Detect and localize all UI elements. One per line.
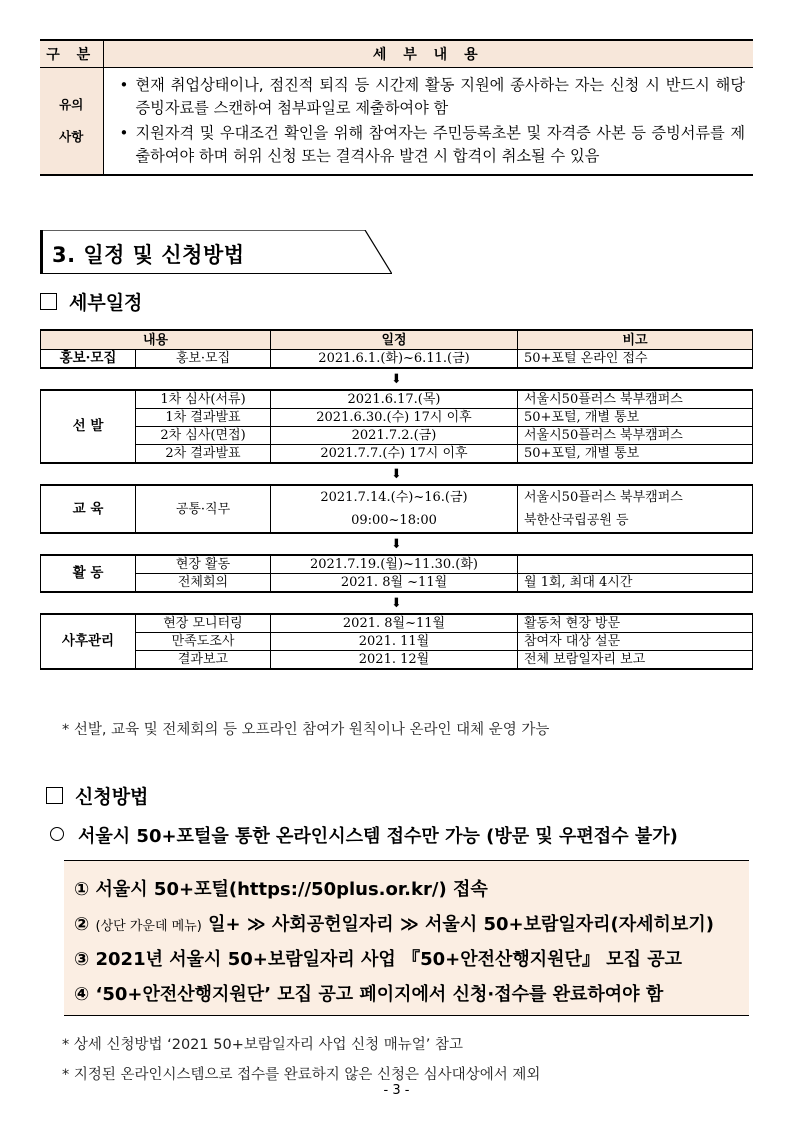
step-3: ③ 2021년 서울시 50+보람일자리 사업 『50+안전산행지원단』 모집 공고 (74, 949, 682, 970)
step-2-path: 일+ ≫ 사회공헌일자리 ≫ 서울시 50+보람일자리(자세히보기) (201, 914, 714, 935)
group-after: 사후관리 (41, 614, 136, 669)
table-row (41, 445, 753, 464)
row-note: 50+포털 온라인 접수 (518, 350, 753, 369)
table-row (41, 574, 753, 593)
row-date-line1: 2021.7.14.(수)~16.(금) (320, 490, 468, 505)
notice-body-row (40, 68, 753, 176)
schedule-table (40, 329, 753, 670)
notice-label-line1: 유의 (59, 97, 84, 112)
row-date: 2021. 11월 (271, 633, 518, 651)
table-row (41, 633, 753, 651)
arrow-row (41, 592, 753, 614)
apply-heading (46, 782, 148, 809)
row-date: 2021.7.2.(금) (271, 427, 518, 445)
row-item: 1차 결과발표 (136, 409, 271, 427)
row-item: 전체회의 (136, 574, 271, 593)
row-note: 전체 보람일자리 보고 (518, 651, 753, 670)
apply-main-line (50, 822, 678, 848)
row-item: 현장 활동 (136, 555, 271, 574)
row-item: 결과보고 (136, 651, 271, 670)
arrow-row (41, 533, 753, 555)
table-row (41, 651, 753, 670)
steps-box (64, 860, 749, 1016)
notice-label (40, 68, 103, 176)
arrow-row (41, 368, 753, 390)
schedule-header-row (41, 330, 753, 350)
footnote-exclusion: * 지정된 온라인시스템으로 접수를 완료하지 않은 신청은 심사대상에서 제외 (62, 1067, 541, 1083)
row-item: 1차 심사(서류) (136, 390, 271, 409)
footnote-manual: * 상세 신청방법 ‘2021 50+보람일자리 사업 신청 매뉴얼’ 참고 (62, 1037, 463, 1053)
row-date: 2021.7.19.(월)~11.30.(화) (271, 555, 518, 574)
row-item: 홍보·모집 (136, 350, 271, 369)
apply-main-text: 서울시 50+포털을 통한 온라인시스템 접수만 가능 (방문 및 우편접수 불가) (78, 826, 678, 847)
row-note (518, 485, 753, 533)
table-row (41, 485, 753, 533)
schedule-heading (40, 288, 142, 315)
row-note: 서울시50플러스 북부캠퍼스 (518, 390, 753, 409)
step-4: ④ ‘50+안전산행지원단’ 모집 공고 페이지에서 신청·접수를 완료하여야 함 (74, 984, 664, 1005)
circle-bullet-icon (50, 827, 64, 841)
notice-col2-header: 세 부 내 용 (103, 40, 753, 68)
group-edu: 교 육 (41, 485, 136, 533)
row-item: 현장 모니터링 (136, 614, 271, 633)
square-bullet-icon (40, 293, 57, 310)
table-row (41, 427, 753, 445)
notice-table (40, 39, 753, 176)
header-content: 내용 (41, 330, 271, 350)
down-arrow-icon: ⬇ (41, 592, 753, 614)
schedule-footnote: * 선발, 교육 및 전체회의 등 오프라인 참여가 원칙이나 온라인 대체 운영 가능 (62, 722, 550, 738)
row-note: 월 1회, 최대 4시간 (518, 574, 753, 593)
row-note: 50+포털, 개별 통보 (518, 409, 753, 427)
row-date: 2021. 8월 ~11월 (271, 574, 518, 593)
table-row (41, 409, 753, 427)
row-item: 공통·직무 (136, 485, 271, 533)
row-date: 2021.6.1.(화)~6.11.(금) (271, 350, 518, 369)
row-date: 2021. 12월 (271, 651, 518, 670)
square-bullet-icon (46, 787, 63, 804)
header-schedule: 일정 (271, 330, 518, 350)
notice-item: • 지원자격 및 우대조건 확인을 위해 참여자는 주민등록초본 및 자격증 사본 등 증빙서류를 제출하여야 하며 허위 신청 또는 결격사유 발견 시 합격이 취소될 수 있음 (118, 122, 746, 168)
down-arrow-icon: ⬇ (41, 368, 753, 390)
table-row (41, 390, 753, 409)
notice-label-line2: 사항 (59, 129, 84, 144)
section-title: 3. 일정 및 신청방법 (52, 243, 245, 267)
row-note: 서울시50플러스 북부캠퍼스 (518, 427, 753, 445)
group-activity: 활 동 (41, 555, 136, 592)
page-number: - 3 - (383, 1083, 410, 1098)
step-2 (74, 910, 714, 936)
row-item: 2차 심사(면접) (136, 427, 271, 445)
row-note: 50+포털, 개별 통보 (518, 445, 753, 464)
row-date: 2021.6.17.(목) (271, 390, 518, 409)
table-row (41, 555, 753, 574)
row-date-line2: 09:00~18:00 (351, 513, 437, 528)
table-row (41, 614, 753, 633)
group-recruit: 홍보·모집 (41, 350, 136, 369)
row-date (271, 485, 518, 533)
notice-header-row (40, 40, 753, 68)
row-item: 2차 결과발표 (136, 445, 271, 464)
row-note: 활동처 현장 방문 (518, 614, 753, 633)
table-row (41, 350, 753, 369)
apply-heading-text: 신청방법 (75, 786, 149, 808)
schedule-heading-text: 세부일정 (69, 292, 143, 314)
down-arrow-icon: ⬇ (41, 533, 753, 555)
arrow-row (41, 463, 753, 485)
step-2-menu-note: (상단 가운데 메뉴) (95, 919, 202, 934)
row-date: 2021.6.30.(수) 17시 이후 (271, 409, 518, 427)
notice-col1-header: 구 분 (40, 40, 103, 68)
row-note-line1: 서울시50플러스 북부캠퍼스 (524, 490, 683, 505)
step-2-prefix: ② (74, 914, 96, 935)
notice-item: • 현재 취업상태이나, 점진적 퇴직 등 시간제 활동 지원에 종사하는 자는 신청 시 반드시 해당 증빙자료를 스캔하여 첨부파일로 제출하여야 함 (118, 74, 746, 120)
down-arrow-icon: ⬇ (41, 463, 753, 485)
row-note-line2: 북한산국립공원 등 (524, 513, 629, 528)
row-date: 2021.7.7.(수) 17시 이후 (271, 445, 518, 464)
row-item: 만족도조사 (136, 633, 271, 651)
notice-list (104, 68, 754, 174)
row-note: 참여자 대상 설문 (518, 633, 753, 651)
notice-content (103, 68, 753, 176)
step-1: ① 서울시 50+포털(https://50plus.or.kr/) 접속 (74, 879, 488, 900)
row-note (518, 555, 753, 574)
row-date: 2021. 8월~11월 (271, 614, 518, 633)
header-note: 비고 (518, 330, 753, 350)
group-select: 선 발 (41, 390, 136, 463)
